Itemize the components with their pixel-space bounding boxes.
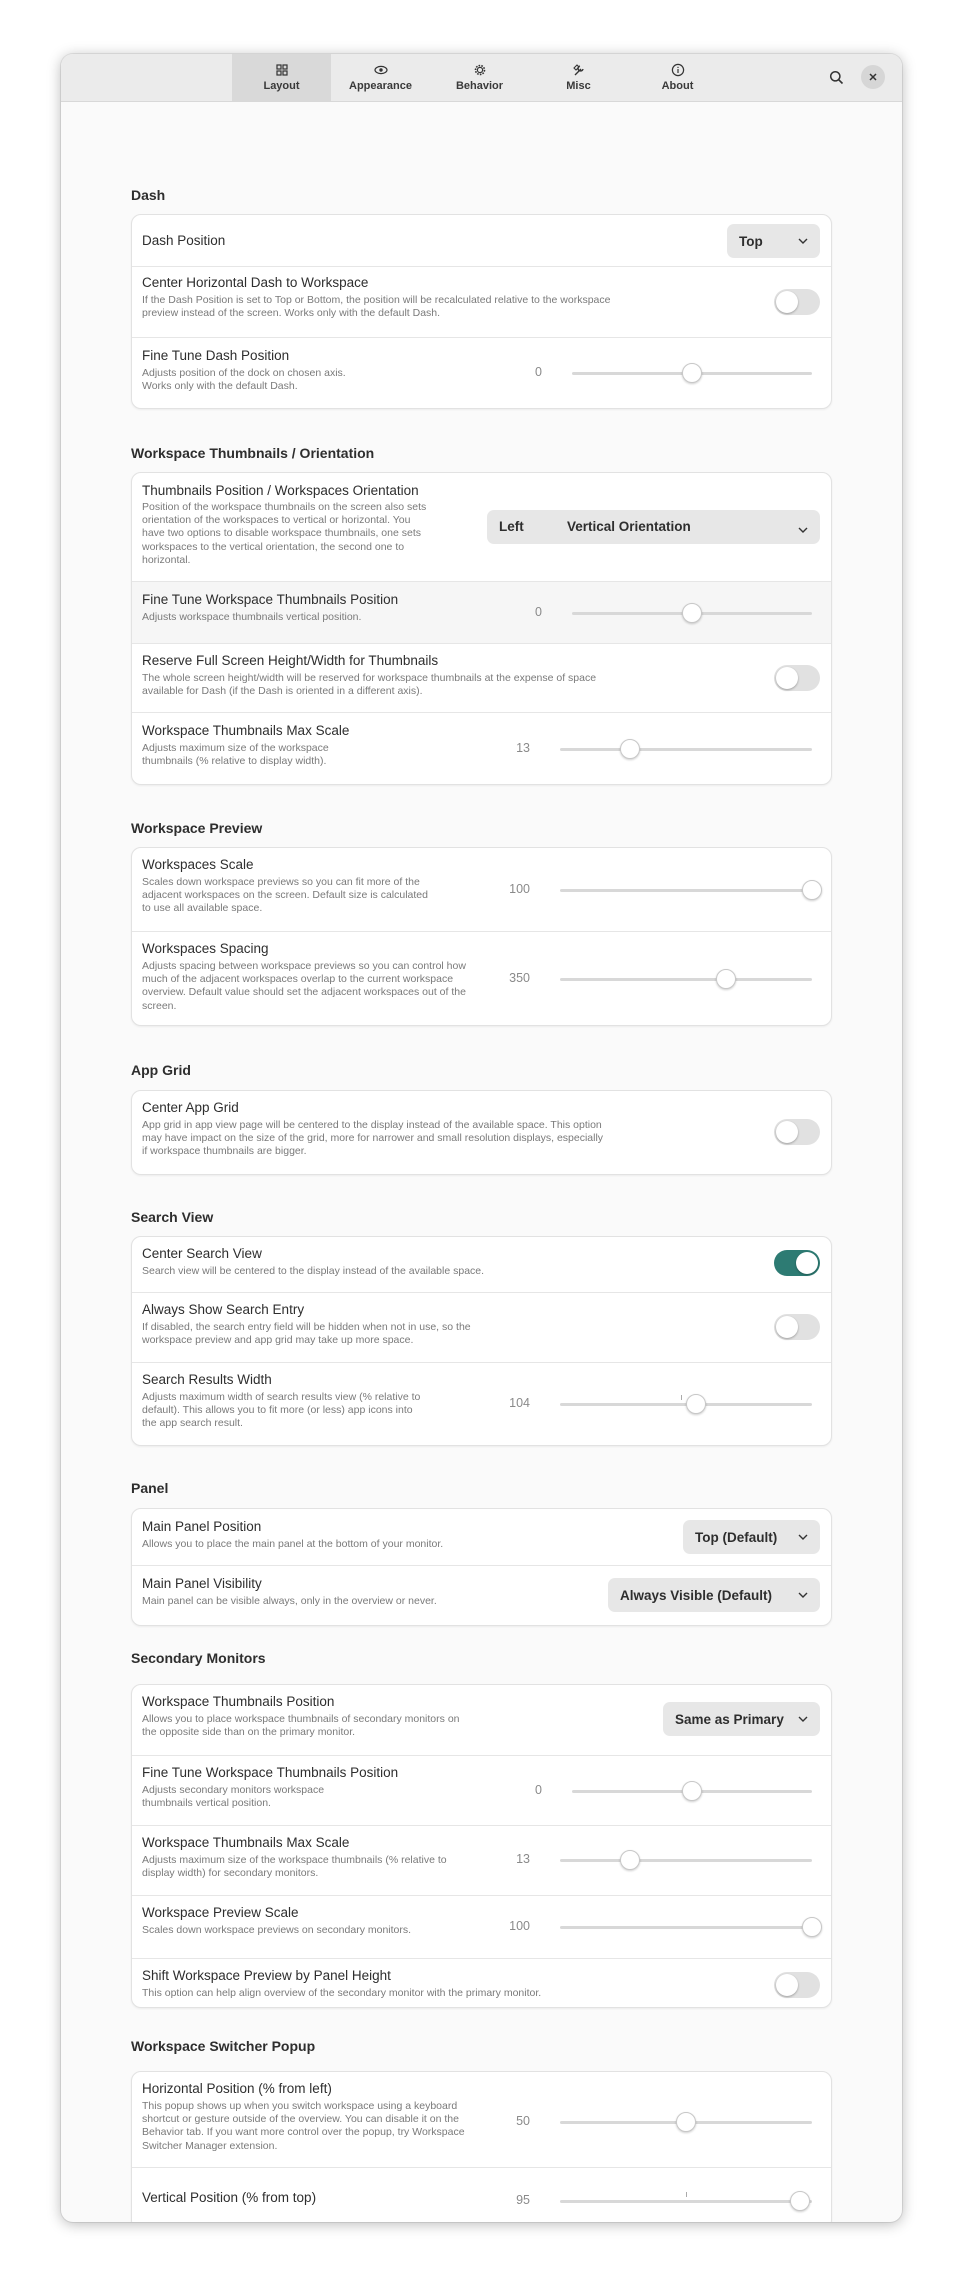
- slider-thumb[interactable]: [686, 1394, 706, 1414]
- chevron-down-icon: [790, 1716, 808, 1722]
- chevron-down-icon: [790, 1534, 808, 1540]
- section-title-thumbnails: Workspace Thumbnails / Orientation: [131, 445, 375, 461]
- secondary-position-slider[interactable]: [512, 1776, 822, 1806]
- dash-card: [131, 214, 832, 409]
- slider-thumb[interactable]: [790, 2191, 810, 2211]
- thumbnails-maxscale-row: [132, 713, 831, 785]
- row-description: Adjusts spacing between workspace previews so you can control how much of the adjacent workspaces overlap to the current workspace overview. Default value should set the adjacent workspaces out of the screen.: [142, 960, 466, 1012]
- tab-bar: [232, 54, 727, 101]
- row-description: If disabled, the search entry field will be hidden when not in use, so the workspace preview and app grid may take up more space.: [142, 1321, 471, 1347]
- row-title: Fine Tune Workspace Thumbnails Position: [142, 1765, 399, 1780]
- shift-preview-toggle[interactable]: [774, 1972, 820, 1998]
- dash-position-slider[interactable]: [512, 358, 822, 388]
- row-description: Adjusts maximum size of the workspace thumbnails (% relative to display width).: [142, 742, 329, 768]
- slider-value: 104: [509, 1396, 530, 1410]
- slider-thumb[interactable]: [682, 363, 702, 383]
- slider-value: 100: [509, 1919, 530, 1933]
- row-title: Search Results Width: [142, 1372, 272, 1387]
- dropdown-value: Always Visible (Default): [620, 1587, 773, 1603]
- slider-default-mark: [681, 1395, 682, 1400]
- section-title-secondary: Secondary Monitors: [131, 1650, 266, 1666]
- chevron-down-icon: [798, 521, 808, 536]
- secondary-maxscale-slider[interactable]: [500, 1845, 822, 1875]
- row-description: Allows you to place the main panel at the bottom of your monitor.: [142, 1538, 444, 1550]
- reserve-height-row: [132, 644, 831, 713]
- row-description: This option can help align overview of the secondary monitor with the primary monitor.: [142, 1987, 542, 1999]
- slider-track: [560, 1859, 812, 1862]
- dropdown-value-orientation: Vertical Orientation: [567, 519, 691, 534]
- section-title-panel: Panel: [131, 1480, 169, 1496]
- panel-visibility-row: [132, 1566, 831, 1625]
- tab-label: Layout: [263, 80, 300, 92]
- vertical-position-row: [132, 2168, 831, 2222]
- finetune-dash-row: [132, 338, 831, 408]
- row-description: Scales down workspace previews on secondary monitors.: [142, 1924, 412, 1936]
- slider-value: 13: [516, 1852, 530, 1866]
- info-icon: [671, 63, 685, 77]
- search-card: [131, 1236, 832, 1446]
- dropdown-value: Top (Default): [695, 1529, 778, 1545]
- layout-icon: [275, 63, 289, 77]
- toggle-knob: [796, 1252, 818, 1274]
- center-search-row: [132, 1237, 831, 1293]
- slider-value: 0: [535, 605, 542, 619]
- section-title-search: Search View: [131, 1209, 214, 1225]
- slider-track: [560, 978, 812, 981]
- row-description: Main panel can be visible always, only in the overview or never.: [142, 1595, 437, 1607]
- row-description: Adjusts maximum width of search results view (% relative to default). This allows you to fit more (or less) app icons into the app search result.: [142, 1391, 421, 1430]
- row-title: Workspace Thumbnails Max Scale: [142, 1835, 350, 1850]
- row-description: Adjusts position of the dock on chosen axis. Works only with the default Dash.: [142, 367, 346, 393]
- thumbnails-position-row: [132, 473, 831, 582]
- finetune-thumbnails-row: [132, 582, 831, 644]
- secondary-scale-row: [132, 1896, 831, 1959]
- slider-value: 95: [516, 2193, 530, 2207]
- slider-value: 350: [509, 971, 530, 985]
- secondary-scale-slider[interactable]: [500, 1912, 822, 1942]
- row-description: Search view will be centered to the display instead of the available space.: [142, 1265, 485, 1277]
- thumbnails-position-dropdown[interactable]: [487, 510, 820, 544]
- center-appgrid-row: [132, 1091, 831, 1174]
- row-title: Dash Position: [142, 233, 226, 248]
- toggle-knob: [776, 1121, 798, 1143]
- workspaces-scale-slider[interactable]: [500, 875, 822, 905]
- row-description: This popup shows up when you switch workspace using a keyboard shortcut or gesture outside of the overview. You can disable it on the Behavior tab. If you want more control over the popup, try Workspace Switcher Manager extension.: [142, 2100, 465, 2152]
- slider-track: [560, 2200, 812, 2203]
- row-description: Allows you to place workspace thumbnails of secondary monitors on the opposite side than on the primary monitor.: [142, 1713, 460, 1739]
- slider-track: [560, 1926, 812, 1929]
- toggle-knob: [776, 667, 798, 689]
- header-bar: [61, 54, 902, 102]
- row-title: Workspaces Spacing: [142, 941, 269, 956]
- row-title: Reserve Full Screen Height/Width for Thumbnails: [142, 653, 439, 668]
- slider-value: 0: [535, 365, 542, 379]
- tab-label: Behavior: [455, 80, 504, 92]
- row-title: Main Panel Position: [142, 1519, 262, 1534]
- row-title: Fine Tune Workspace Thumbnails Position: [142, 592, 399, 607]
- tab-label: Misc: [566, 80, 591, 92]
- toggle-knob: [776, 1316, 798, 1338]
- slider-value: 0: [535, 1783, 542, 1797]
- chevron-down-icon: [790, 1592, 808, 1598]
- slider-value: 13: [516, 741, 530, 755]
- search-entry-toggle[interactable]: [774, 1314, 820, 1340]
- thumbnails-position-slider[interactable]: [512, 598, 822, 628]
- row-title: Always Show Search Entry: [142, 1302, 305, 1317]
- slider-track: [560, 889, 812, 892]
- tab-label: About: [661, 80, 694, 92]
- thumbnails-card: [131, 472, 832, 785]
- gear-icon: [473, 63, 487, 77]
- shift-preview-row: [132, 1959, 831, 2008]
- row-title: Horizontal Position (% from left): [142, 2081, 332, 2096]
- workspaces-scale-row: [132, 848, 831, 932]
- slider-thumb[interactable]: [716, 969, 736, 989]
- tools-icon: [572, 63, 586, 77]
- row-title: Workspace Thumbnails Position: [142, 1694, 335, 1709]
- switcher-card: [131, 2071, 832, 2222]
- panel-position-dropdown[interactable]: [683, 1520, 820, 1554]
- secondary-position-row: [132, 1685, 831, 1756]
- secondary-position-dropdown[interactable]: [663, 1702, 820, 1736]
- row-title: Center Search View: [142, 1246, 262, 1261]
- row-description: App grid in app view page will be centered to the display instead of the available space. This option may have impact on the size of the grid, more for narrower and small resolution displays, especially if workspace thumbnails are bigger.: [142, 1119, 604, 1158]
- tab-behavior[interactable]: [430, 54, 529, 101]
- preferences-window: [61, 54, 902, 2222]
- slider-thumb[interactable]: [620, 1850, 640, 1870]
- slider-default-mark: [686, 2192, 687, 2197]
- row-title: Main Panel Visibility: [142, 1576, 262, 1591]
- search-entry-row: [132, 1293, 831, 1363]
- slider-track: [560, 748, 812, 751]
- row-title: Workspace Preview Scale: [142, 1905, 299, 1920]
- center-dash-row: [132, 267, 831, 338]
- row-title: Thumbnails Position / Workspaces Orientation: [142, 483, 419, 498]
- close-button[interactable]: [861, 65, 885, 89]
- search-width-row: [132, 1363, 831, 1446]
- row-title: Shift Workspace Preview by Panel Height: [142, 1968, 391, 1983]
- row-description: Scales down workspace previews so you can fit more of the adjacent workspaces on the screen. Default size is calculated to use all available space.: [142, 876, 428, 915]
- preview-card: [131, 847, 832, 1026]
- search-width-slider[interactable]: [500, 1389, 822, 1419]
- tab-label: Appearance: [349, 80, 412, 92]
- toggle-knob: [776, 291, 798, 313]
- workspaces-spacing-slider[interactable]: [500, 964, 822, 994]
- slider-thumb[interactable]: [802, 880, 822, 900]
- dropdown-value: Top: [739, 233, 763, 249]
- slider-thumb[interactable]: [682, 603, 702, 623]
- row-description: Adjusts secondary monitors workspace thumbnails vertical position.: [142, 1784, 325, 1810]
- secondary-maxscale-row: [132, 1826, 831, 1896]
- slider-thumb[interactable]: [676, 2112, 696, 2132]
- reserve-height-toggle[interactable]: [774, 665, 820, 691]
- panel-visibility-dropdown[interactable]: [608, 1578, 820, 1612]
- toggle-knob: [776, 1974, 798, 1996]
- horizontal-position-row: [132, 2072, 831, 2168]
- row-description: Adjusts workspace thumbnails vertical position.: [142, 611, 362, 623]
- row-description: The whole screen height/width will be reserved for workspace thumbnails at the expense of space available for Dash (if the Dash is oriented in a different axis).: [142, 672, 597, 698]
- section-title-preview: Workspace Preview: [131, 820, 263, 836]
- tab-layout[interactable]: [232, 54, 331, 101]
- panel-position-row: [132, 1509, 831, 1566]
- row-description: Adjusts maximum size of the workspace thumbnails (% relative to display width) for secondary monitors.: [142, 1854, 447, 1880]
- horizontal-position-slider[interactable]: [500, 2107, 822, 2137]
- secondary-card: [131, 1684, 832, 2008]
- panel-card: [131, 1508, 832, 1626]
- row-description: Position of the workspace thumbnails on the screen also sets orientation of the workspaces to vertical or horizontal. You have two options to disable workspace thumbnails, one sets workspaces to the vertical orientation, the second one to horizontal.: [142, 501, 427, 566]
- tab-appearance[interactable]: [331, 54, 430, 101]
- chevron-down-icon: [790, 238, 808, 244]
- row-title: Center App Grid: [142, 1100, 239, 1115]
- dash-position-dropdown[interactable]: [727, 224, 820, 258]
- vertical-position-slider[interactable]: [500, 2186, 822, 2216]
- dropdown-value-position: Left: [499, 519, 524, 534]
- secondary-finetune-row: [132, 1756, 831, 1826]
- appgrid-card: [131, 1090, 832, 1175]
- thumbnails-maxscale-slider[interactable]: [500, 734, 822, 764]
- section-title-appgrid: App Grid: [131, 1062, 191, 1078]
- section-title-dash: Dash: [131, 187, 166, 203]
- tab-about[interactable]: [628, 54, 727, 101]
- workspaces-spacing-row: [132, 932, 831, 1025]
- row-description: If the Dash Position is set to Top or Bottom, the position will be recalculated relative to the workspace preview instead of the screen. Works only with the default Dash.: [142, 294, 611, 320]
- center-dash-toggle[interactable]: [774, 289, 820, 315]
- eye-icon: [374, 63, 388, 77]
- center-appgrid-toggle[interactable]: [774, 1119, 820, 1145]
- slider-thumb[interactable]: [802, 1917, 822, 1937]
- slider-thumb[interactable]: [682, 1781, 702, 1801]
- row-title: Vertical Position (% from top): [142, 2190, 317, 2205]
- search-button[interactable]: [822, 63, 850, 91]
- dash-position-row: [132, 215, 831, 267]
- slider-value: 100: [509, 882, 530, 896]
- row-title: Fine Tune Dash Position: [142, 348, 290, 363]
- slider-thumb[interactable]: [620, 739, 640, 759]
- dropdown-value: Same as Primary: [675, 1711, 784, 1727]
- close-icon: [868, 72, 878, 82]
- center-search-toggle[interactable]: [774, 1250, 820, 1276]
- row-title: Workspace Thumbnails Max Scale: [142, 723, 350, 738]
- row-title: Center Horizontal Dash to Workspace: [142, 275, 369, 290]
- row-title: Workspaces Scale: [142, 857, 254, 872]
- tab-misc[interactable]: [529, 54, 628, 101]
- slider-value: 50: [516, 2114, 530, 2128]
- section-title-switcher: Workspace Switcher Popup: [131, 2038, 316, 2054]
- search-icon: [829, 70, 844, 85]
